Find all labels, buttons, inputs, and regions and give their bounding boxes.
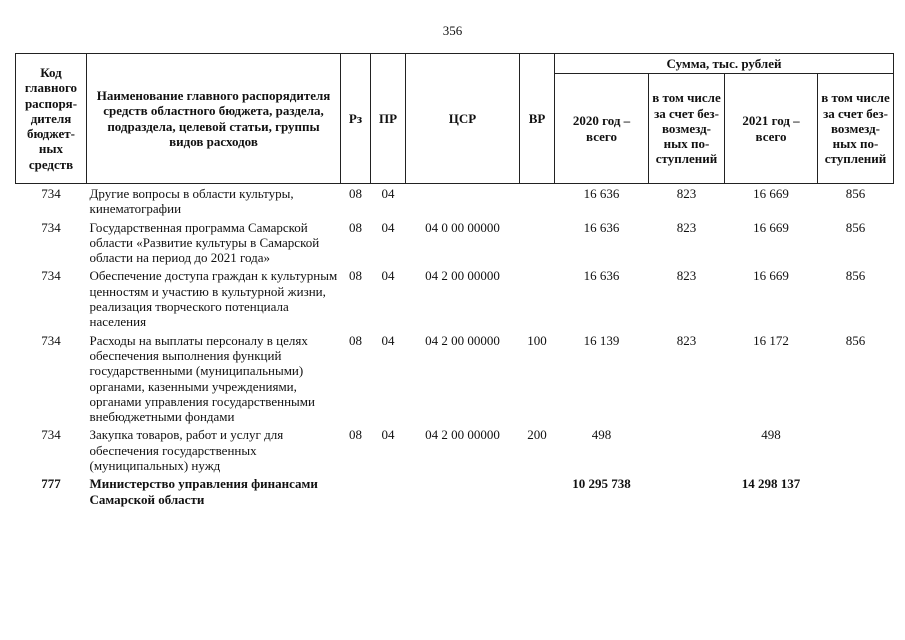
cell-code: 777 — [41, 476, 61, 492]
cell-2020-total: 16 636 — [583, 186, 620, 201]
cell-2021-free: 856 — [845, 332, 866, 348]
table-row — [16, 267, 894, 331]
cell-2021-total: 498 — [761, 427, 781, 443]
cell-2020-total: 16 139 — [583, 332, 620, 348]
cell-code: 734 — [41, 332, 61, 348]
header-2020-free: в том числе за счет без-возмезд-ных по-ступлений — [649, 74, 725, 184]
cell-2021-total: 16 172 — [753, 332, 789, 348]
budget-table — [15, 53, 894, 509]
cell-csr: 04 2 00 00000 — [425, 427, 500, 443]
table-row — [16, 332, 894, 427]
cell-pr: 04 — [381, 427, 395, 443]
cell-name: Расходы на выплаты персоналу в целях обеспечения выполнения функций государственными (муниципальными) органами, казенными учреждениями, органами управления государственными внебюджетными фондами — [89, 332, 315, 425]
cell-csr — [406, 475, 520, 509]
header-csr: ЦСР — [406, 54, 520, 184]
cell-2021-free: 856 — [845, 219, 866, 235]
cell-pr: 04 — [381, 268, 395, 284]
header-code: Код главного распоря-дителя бюджет-ных средств — [16, 54, 87, 184]
cell-pr: 04 — [381, 219, 395, 235]
cell-rz: 08 — [349, 332, 362, 348]
header-2021-free: в том числе за счет без-возмезд-ных по-ступлений — [818, 74, 894, 184]
cell-code: 734 — [41, 186, 61, 201]
cell-vr: 200 — [527, 427, 547, 443]
cell-csr: 04 2 00 00000 — [425, 332, 500, 348]
cell-2021-total: 14 298 137 — [741, 476, 801, 492]
cell-code: 734 — [41, 268, 61, 284]
cell-2021-free: 856 — [845, 186, 866, 201]
cell-rz: 08 — [349, 268, 362, 284]
cell-vr — [520, 184, 555, 219]
cell-2021-total: 16 669 — [753, 219, 789, 235]
cell-2021-free — [818, 426, 894, 475]
cell-rz — [341, 475, 371, 509]
cell-name: Другие вопросы в области культуры, кинематографии — [89, 186, 294, 217]
cell-2020-total: 10 295 738 — [572, 476, 631, 492]
table-row — [16, 219, 894, 268]
header-sum: Сумма, тыс. рублей — [555, 54, 894, 74]
header-rz: Рз — [341, 54, 371, 184]
cell-vr — [520, 219, 555, 268]
cell-vr — [520, 475, 555, 509]
cell-pr: 04 — [381, 332, 395, 348]
cell-csr — [406, 184, 520, 219]
cell-2021-free: 856 — [845, 268, 866, 284]
cell-rz: 08 — [349, 186, 362, 201]
header-2020-total: 2020 год – всего — [555, 74, 649, 184]
cell-2020-free: 823 — [676, 332, 697, 348]
cell-2021-total: 16 669 — [753, 186, 789, 201]
header-vr: ВР — [520, 54, 555, 184]
cell-2021-total: 16 669 — [753, 268, 789, 284]
cell-code: 734 — [41, 427, 61, 443]
cell-name: Закупка товаров, работ и услуг для обеспечения государственных (муниципальных) нужд — [89, 427, 284, 474]
cell-code: 734 — [41, 219, 61, 235]
table-header — [16, 54, 894, 184]
cell-csr: 04 2 00 00000 — [425, 268, 500, 284]
cell-2020-total: 498 — [591, 427, 612, 443]
cell-2020-free: 823 — [676, 186, 697, 201]
cell-vr: 100 — [527, 332, 547, 348]
cell-2020-free: 823 — [676, 219, 697, 235]
table-row — [16, 184, 894, 219]
table-row — [16, 426, 894, 475]
cell-vr — [520, 267, 555, 331]
header-name: Наименование главного распорядителя средств областного бюджета, раздела, подраздела, целевой статьи, группы видов расходов — [87, 54, 341, 184]
cell-name: Государственная программа Самарской области «Развитие культуры в Самарской области на период до 2021 года» — [89, 219, 320, 266]
cell-2020-free — [649, 475, 725, 509]
cell-rz: 08 — [349, 427, 362, 443]
cell-2020-free — [649, 426, 725, 475]
cell-name: Обеспечение доступа граждан к культурным ценностям и участию в культурной жизни, реализация творческого потенциала населения — [89, 268, 338, 330]
cell-pr — [371, 475, 406, 509]
header-2021-total: 2021 год – всего — [725, 74, 818, 184]
cell-rz: 08 — [349, 219, 362, 235]
cell-2020-free: 823 — [676, 268, 697, 284]
cell-2021-free — [818, 475, 894, 509]
header-pr: ПР — [371, 54, 406, 184]
cell-csr: 04 0 00 00000 — [425, 219, 500, 235]
cell-2020-total: 16 636 — [583, 219, 620, 235]
cell-pr: 04 — [381, 186, 395, 201]
cell-name: Министерство управления финансами Самарской области — [89, 476, 318, 507]
table-row — [16, 475, 894, 509]
cell-2020-total: 16 636 — [583, 268, 620, 284]
table-body — [16, 184, 894, 509]
page-number: 356 — [442, 23, 463, 38]
